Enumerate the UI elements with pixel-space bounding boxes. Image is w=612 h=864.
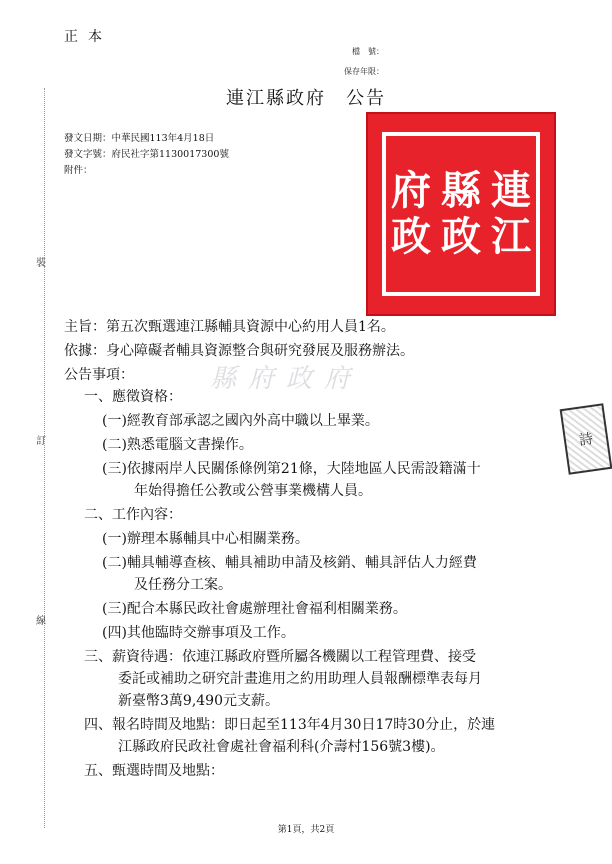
binding-line <box>44 88 45 828</box>
section-heading: 四、報名時間及地點：即日起至113年4月30日17時30分止，於連 <box>84 717 496 733</box>
list-item-continued: 及任務分工案。 <box>134 577 232 593</box>
seal-column: 府政 <box>391 167 431 260</box>
list-item: (一)經教育部承認之國內外高中職以上畢業。 <box>102 413 379 429</box>
section-continued: 新臺幣3萬9,490元支薪。 <box>118 693 279 709</box>
list-item-continued: 年始得擔任公教或公營事業機構人員。 <box>134 483 372 499</box>
basis-line: 依據：身心障礙者輔具資源整合與研究發展及服務辦法。 <box>64 343 414 359</box>
seal-column: 連江 <box>491 167 531 260</box>
list-item: (三)配合本縣民政社會處辦理社會福利相關業務。 <box>102 601 407 617</box>
section-continued: 委託或補助之研究計畫進用之約用助理人員報酬標準表每月 <box>118 671 482 687</box>
copy-mark: 正本 <box>64 29 112 45</box>
section-continued: 江縣政府民政社會處社會福利科(介壽村156號3樓)。 <box>118 739 445 755</box>
subject-line: 主旨：第五次甄選連江縣輔具資源中心約用人員1名。 <box>64 319 395 335</box>
faint-signature: 縣府政府 <box>210 364 363 394</box>
page-number: 第1頁，共2頁 <box>277 825 335 835</box>
file-number-label: 檔 號： <box>352 47 384 56</box>
section-heading: 二、工作內容： <box>84 507 182 523</box>
binding-char: 訂 <box>36 436 46 447</box>
issue-date: 發文日期：中華民國113年4月18日 <box>64 133 215 144</box>
attachment-line: 附件： <box>64 165 93 176</box>
list-item: (四)其他臨時交辦事項及工作。 <box>102 625 295 641</box>
retention-label: 保存年限： <box>344 67 384 76</box>
seal-column: 縣政 <box>441 167 481 260</box>
list-item: (二)熟悉電腦文書操作。 <box>102 437 253 453</box>
official-seal <box>366 112 556 316</box>
document-title: 連江縣政府 公告 <box>226 88 386 109</box>
section-heading: 五、甄選時間及地點： <box>84 763 224 779</box>
binding-char: 線 <box>36 616 46 627</box>
section-heading: 三、薪資待遇：依連江縣政府暨所屬各機關以工程管理費、接受 <box>84 649 476 665</box>
document-number: 發文字號：府民社字第1130017300號 <box>64 149 229 160</box>
list-item: (一)辦理本縣輔具中心相關業務。 <box>102 531 309 547</box>
stamp-icon: 詩 <box>560 403 612 474</box>
binding-char: 裝 <box>36 258 46 269</box>
list-item: (二)輔具輔導查核、輔具補助申請及核銷、輔具評估人力經費 <box>102 555 477 571</box>
items-heading: 公告事項： <box>64 367 134 383</box>
list-item: (三)依據兩岸人民關係條例第21條，大陸地區人民需設籍滿十 <box>102 461 481 477</box>
section-heading: 一、應徵資格： <box>84 389 182 405</box>
